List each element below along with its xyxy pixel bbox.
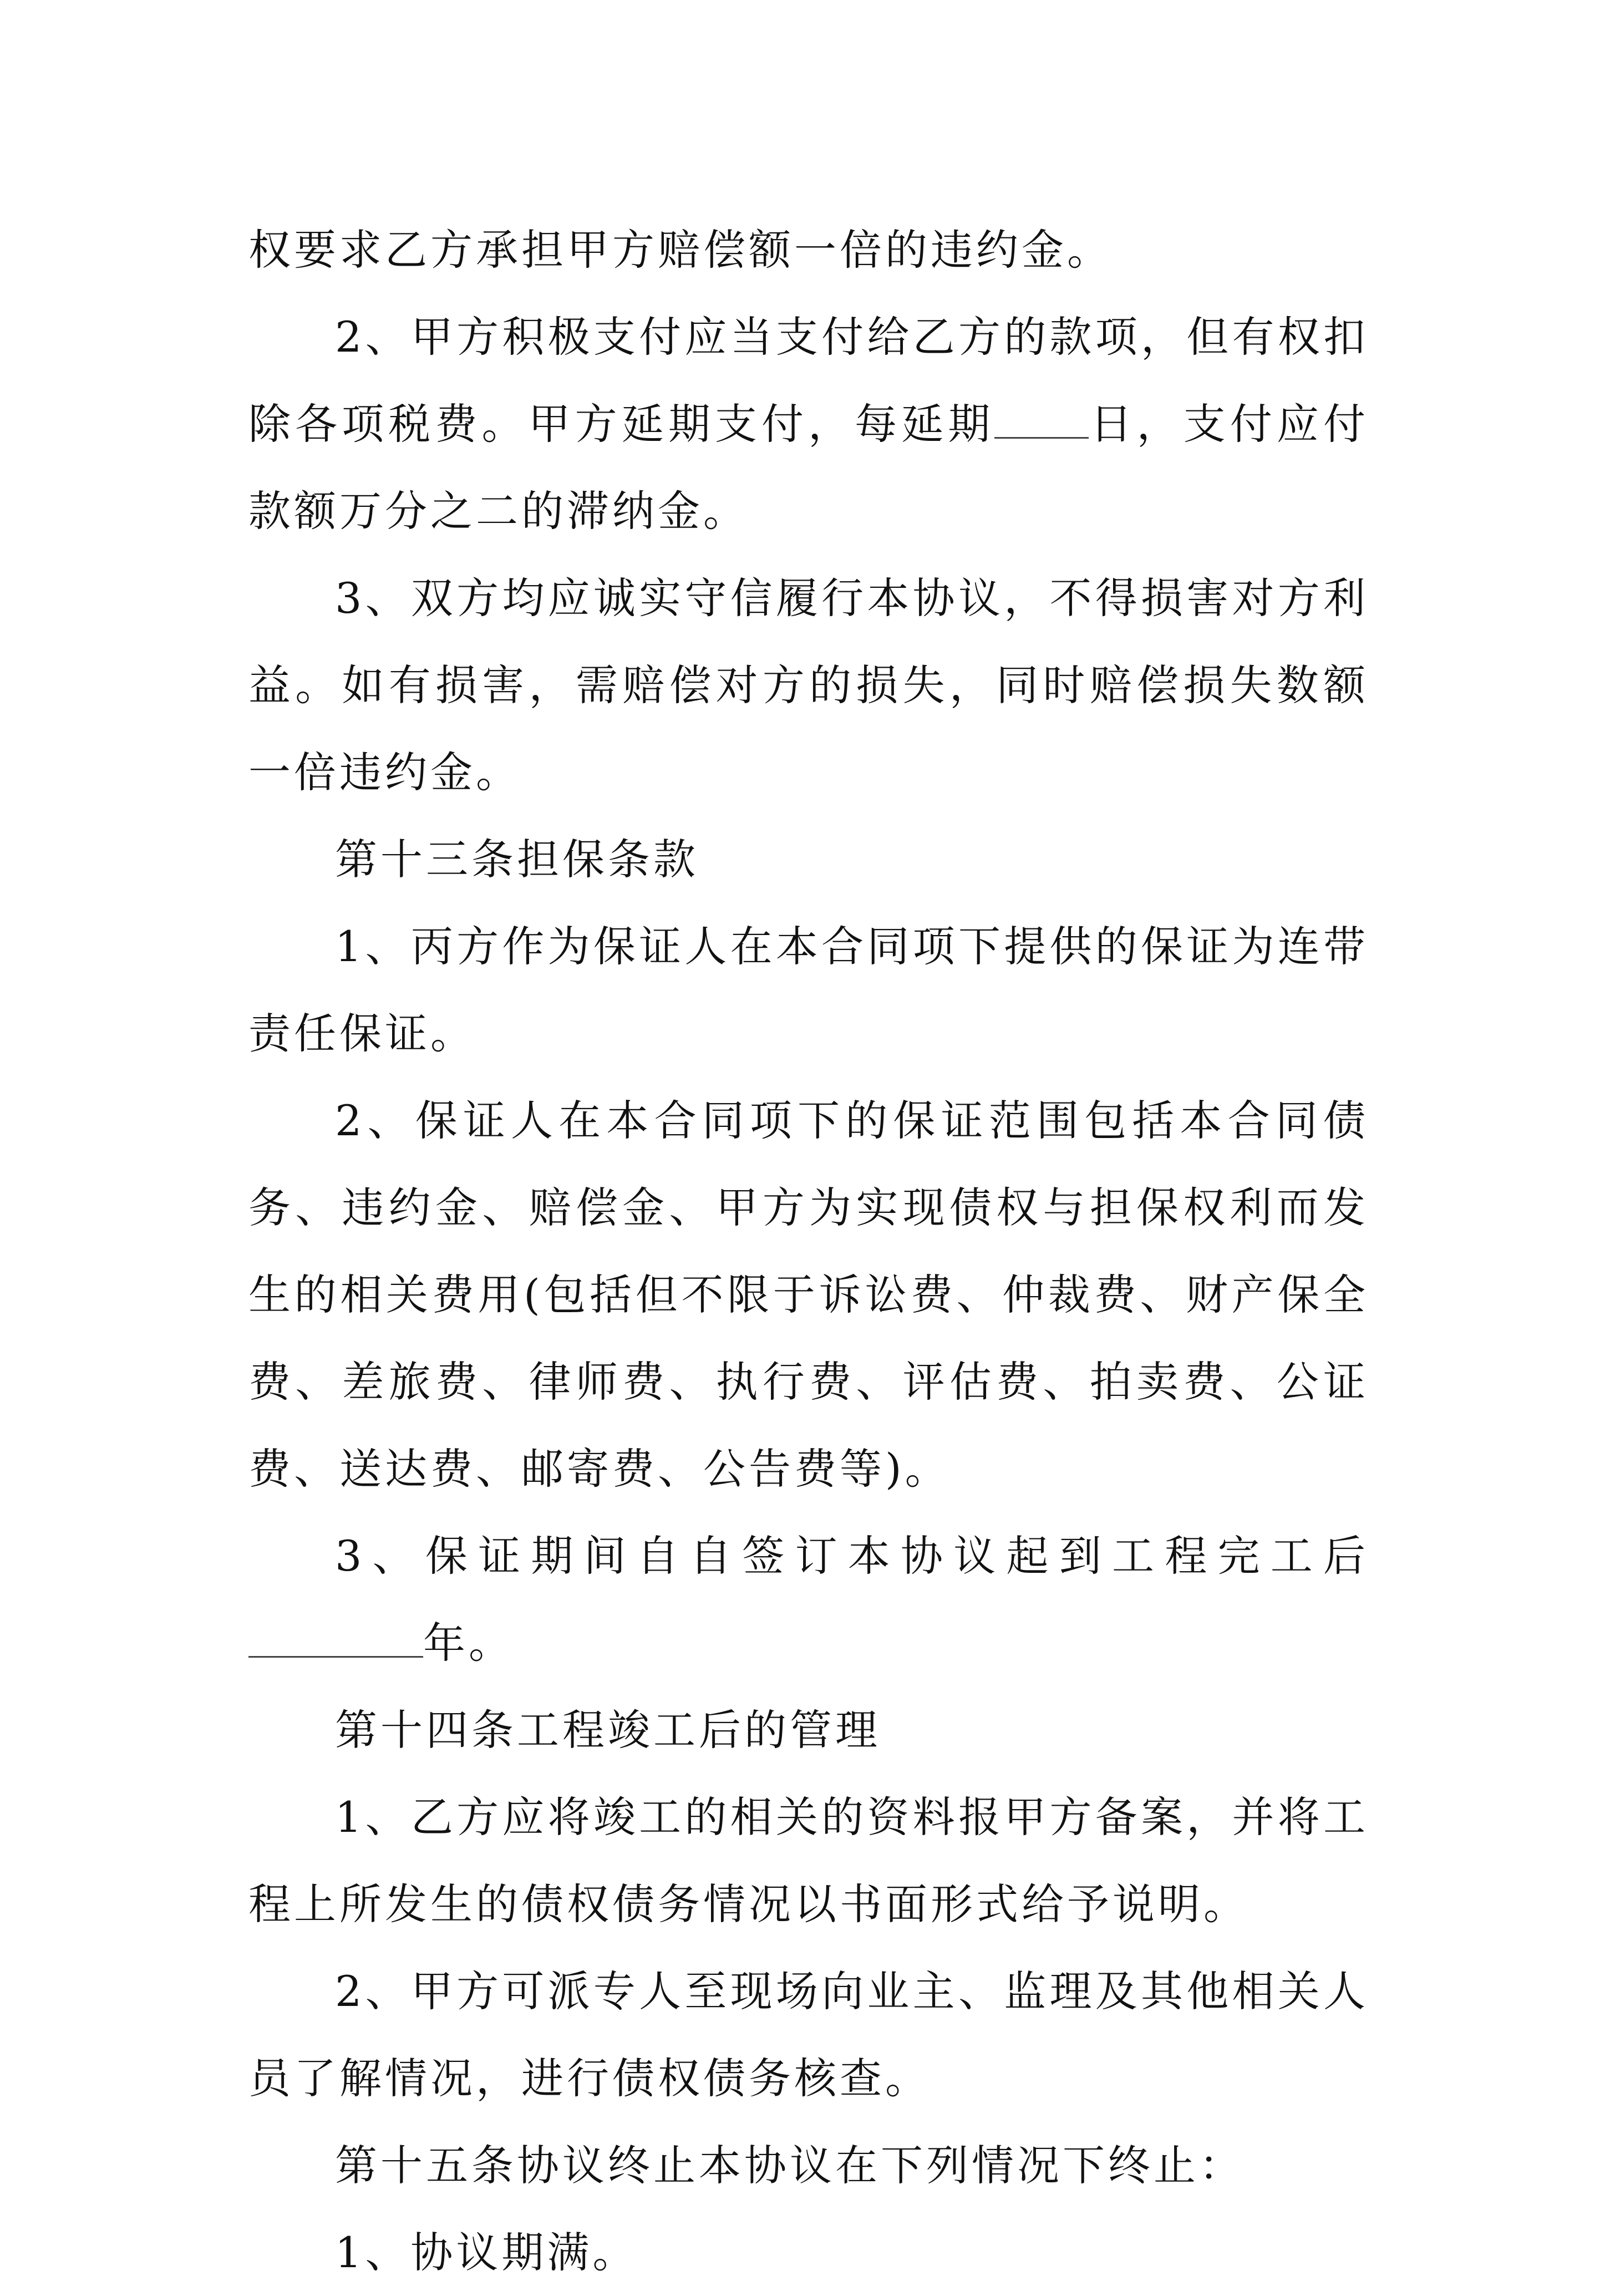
paragraph-text: 日，支付应付款额万分之二的滞纳金。 (248, 399, 1369, 536)
paragraph-text: 2、甲方积极支付应当支付给乙方的款项，但有权扣除各项税费。甲方延期支付，每延期 (248, 312, 1369, 449)
paragraph-text: 第十五条协议终止本协议在下列情况下终止： (335, 2141, 1245, 2190)
paragraph-5 (248, 903, 1369, 1077)
paragraph-9 (248, 1774, 1369, 1948)
paragraph-7 (248, 1512, 1369, 1687)
paragraph-2 (248, 293, 1369, 555)
article-13-heading (248, 816, 1369, 903)
paragraph-text: 2、保证人在本合同项下的保证范围包括本合同债务、违约金、赔偿金、甲方为实现债权与担保权利而发生的相关费用(包括但不限于诉讼费、仲裁费、财产保全费、差旅费、律师费、执行费、评估费、拍卖费、公证费、送达费、邮寄费、公告费等)。 (248, 1096, 1369, 1494)
paragraph-text: 2、甲方可派专人至现场向业主、监理及其他相关人员了解情况，进行债权债务核查。 (248, 1967, 1369, 2103)
document-body (248, 206, 1369, 2296)
paragraph-text: 第十四条工程竣工后的管理 (335, 1705, 881, 1755)
paragraph-10 (248, 1948, 1369, 2122)
paragraph-6 (248, 1077, 1369, 1512)
paragraph-text: 3、双方均应诚实守信履行本协议，不得损害对方利益。如有损害，需赔偿对方的损失，同时赔偿损失数额一倍违约金。 (248, 573, 1369, 797)
paragraph-text: 1、丙方作为保证人在本合同项下提供的保证为连带责任保证。 (248, 922, 1369, 1058)
paragraph-text: 第十三条担保条款 (335, 835, 699, 884)
paragraph-text: 1、乙方应将竣工的相关的资料报甲方备案，并将工程上所发生的债权债务情况以书面形式给予说明。 (248, 1792, 1369, 1929)
fill-in-blank-days (994, 404, 1089, 439)
paragraph-3 (248, 555, 1369, 816)
paragraph-text: 权要求乙方承担甲方赔偿额一倍的违约金。 (248, 225, 1113, 275)
paragraph-1 (248, 206, 1369, 293)
paragraph-text: 1、协议期满。 (335, 2228, 638, 2277)
article-14-heading (248, 1687, 1369, 1774)
fill-in-blank-years (248, 1623, 423, 1658)
paragraph-text: 年。 (423, 1618, 514, 1668)
paragraph-12 (248, 2209, 1369, 2296)
paragraph-text: 3、保证期间自自签订本协议起到工程完工后 (335, 1531, 1369, 1581)
article-15-heading (248, 2122, 1369, 2209)
